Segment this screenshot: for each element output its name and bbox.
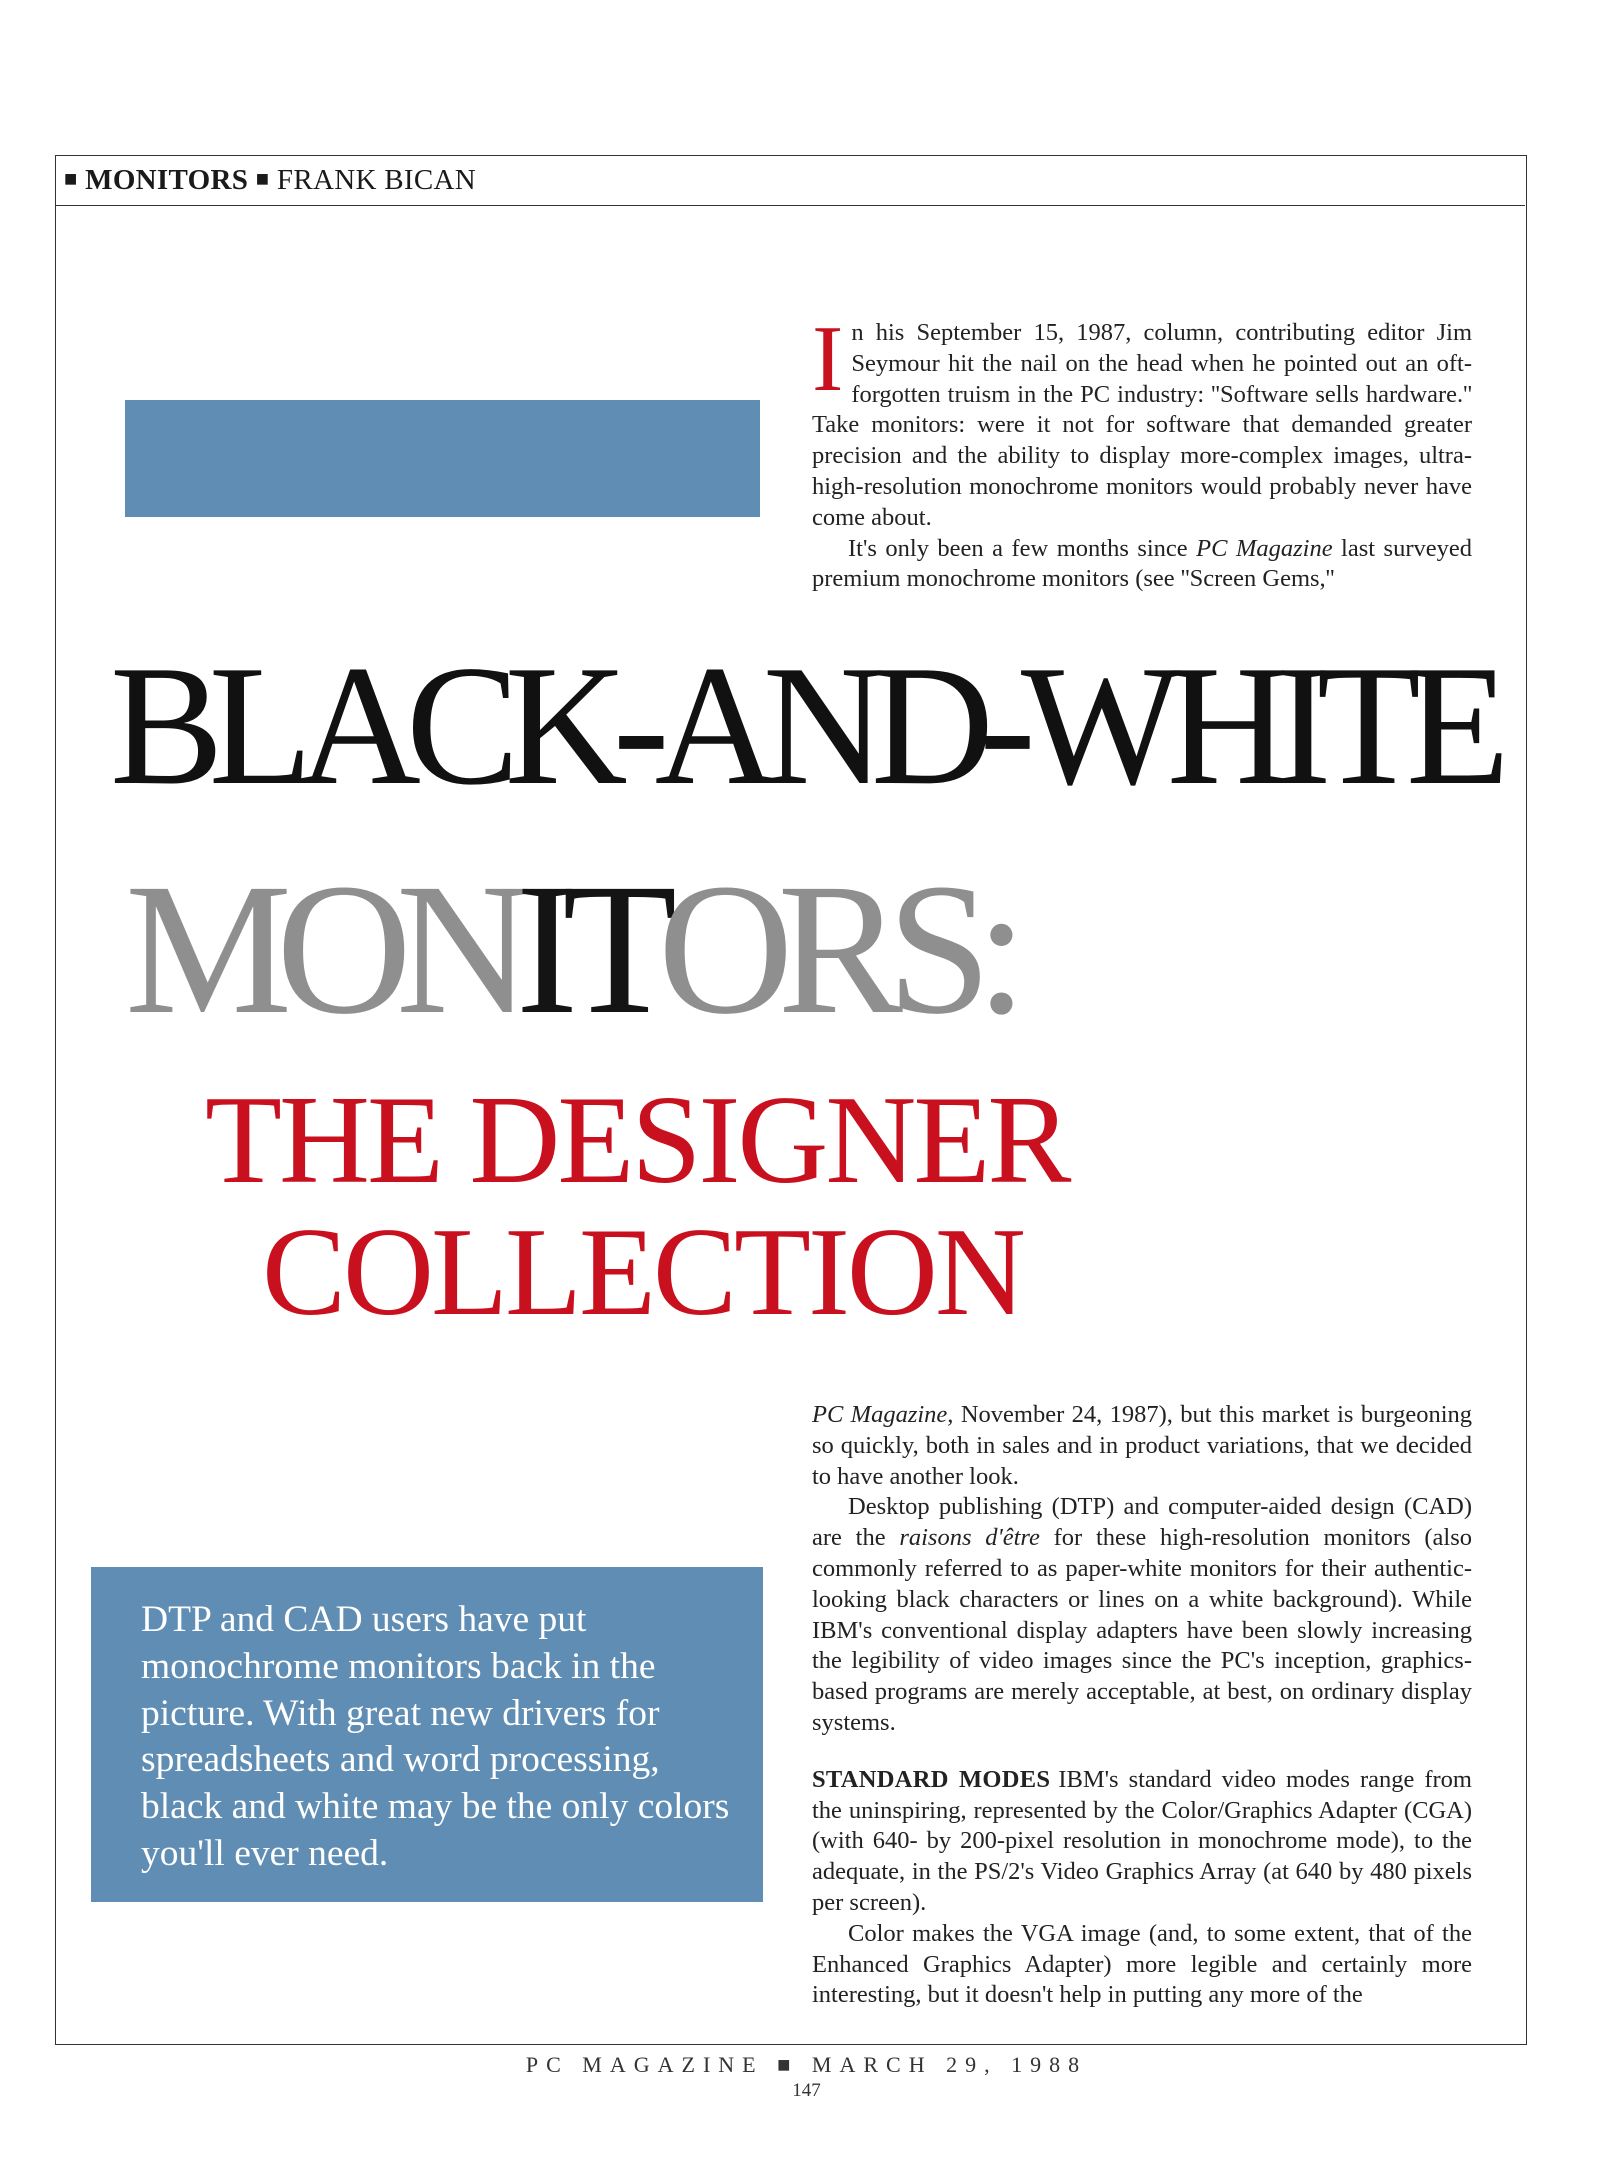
intro-paragraph — [812, 307, 1472, 534]
headline-line-4: COLLECTION — [262, 1203, 1023, 1342]
headline-line-1: BLACK-AND-WHITE — [110, 631, 1496, 821]
italic-phrase: raisons d'être — [899, 1524, 1040, 1552]
subhead: STANDARD MODES — [812, 1765, 1051, 1793]
footer-magazine: PC MAGAZINE — [525, 2052, 764, 2077]
pull-quote-box — [91, 1567, 763, 1902]
paragraph-text: IBM's standard video modes range from the uninspiring, represented by the Color/Graphics Adapter (CGA) (with 640- by 200-pixel resolution in monochrome mode), to the adequate, in the PS/2's Video Graphics Array (at 640 by 480 pixels per screen). — [812, 1765, 1472, 1916]
paragraph-text: November 24, 1987), but this market is burgeoning so quickly, both in sales and in product variations, that we decided to have another look. — [812, 1401, 1472, 1490]
headline-dark-part: IT — [515, 844, 658, 1053]
headline-line-2 — [125, 844, 1012, 1053]
headline-gray-part: MON — [125, 844, 516, 1053]
paragraph — [812, 1919, 1472, 2011]
paragraph — [812, 534, 1472, 596]
bullet-square-icon: ■ — [777, 2052, 799, 2077]
intro-paragraph-text: n his September 15, 1987, column, contributing editor Jim Seymour hit the nail on the head when he pointed out an oft-forgotten truism in the PC industry: ''Software sells hardware.'' Take monitors: were it not for software that demanded greater precision and the ability to display more-complex images, ultra-high-resolution monochrome monitors would probably never have come about. — [812, 319, 1472, 531]
intro-column — [812, 307, 1472, 595]
page-number: 147 — [792, 2080, 821, 2101]
author-name: FRANK BICAN — [276, 164, 476, 196]
section-header — [64, 164, 476, 197]
decorative-blue-bar — [125, 400, 760, 517]
section-gap — [812, 1739, 1472, 1765]
paragraph-text: for these high-resolution monitors (also commonly referred to as paper-white monitors for their authentic-looking black characters or lines on a white background). While IBM's conventional display adapters have been slowly increasing the legibility of video images since the PC's inception, graphics-based programs are merely acceptable, at best, on ordinary display systems. — [812, 1524, 1472, 1736]
body-column — [812, 1400, 1472, 2011]
bullet-square-icon: ■ — [64, 166, 78, 191]
headline-line-3: THE DESIGNER — [205, 1071, 1069, 1210]
section-label: MONITORS — [85, 164, 249, 196]
paragraph-text: last surveyed premium monochrome monitors (see ''Screen Gems,'' — [812, 534, 1472, 593]
drop-cap: I — [812, 307, 844, 411]
magazine-name: PC Magazine — [1196, 534, 1333, 562]
footer-date: MARCH 29, 1988 — [811, 2052, 1088, 2077]
paragraph-text: Color makes the VGA image (and, to some extent, that of the Enhanced Graphics Adapter) more legible and certainly more interesting, but it doesn't help in putting any more of the — [812, 1919, 1472, 2009]
page-footer — [0, 2052, 1613, 2078]
paragraph-text: Desktop publishing (DTP) and computer-aided design (CAD) are the — [812, 1493, 1472, 1552]
paragraph — [812, 1400, 1472, 1492]
bullet-square-icon: ■ — [255, 166, 270, 191]
headline-gray-part: ORS: — [657, 844, 1012, 1053]
magazine-name: PC Magazine, — [812, 1401, 954, 1428]
pull-quote-text: DTP and CAD users have put monochrome monitors back in the picture. With great new drivers for spreadsheets and word processing, black and white may be the only colors you'll ever need. — [141, 1599, 730, 1874]
paragraph — [812, 1765, 1472, 1919]
paragraph — [812, 1492, 1472, 1738]
paragraph-text: It's only been a few months since — [848, 534, 1197, 562]
